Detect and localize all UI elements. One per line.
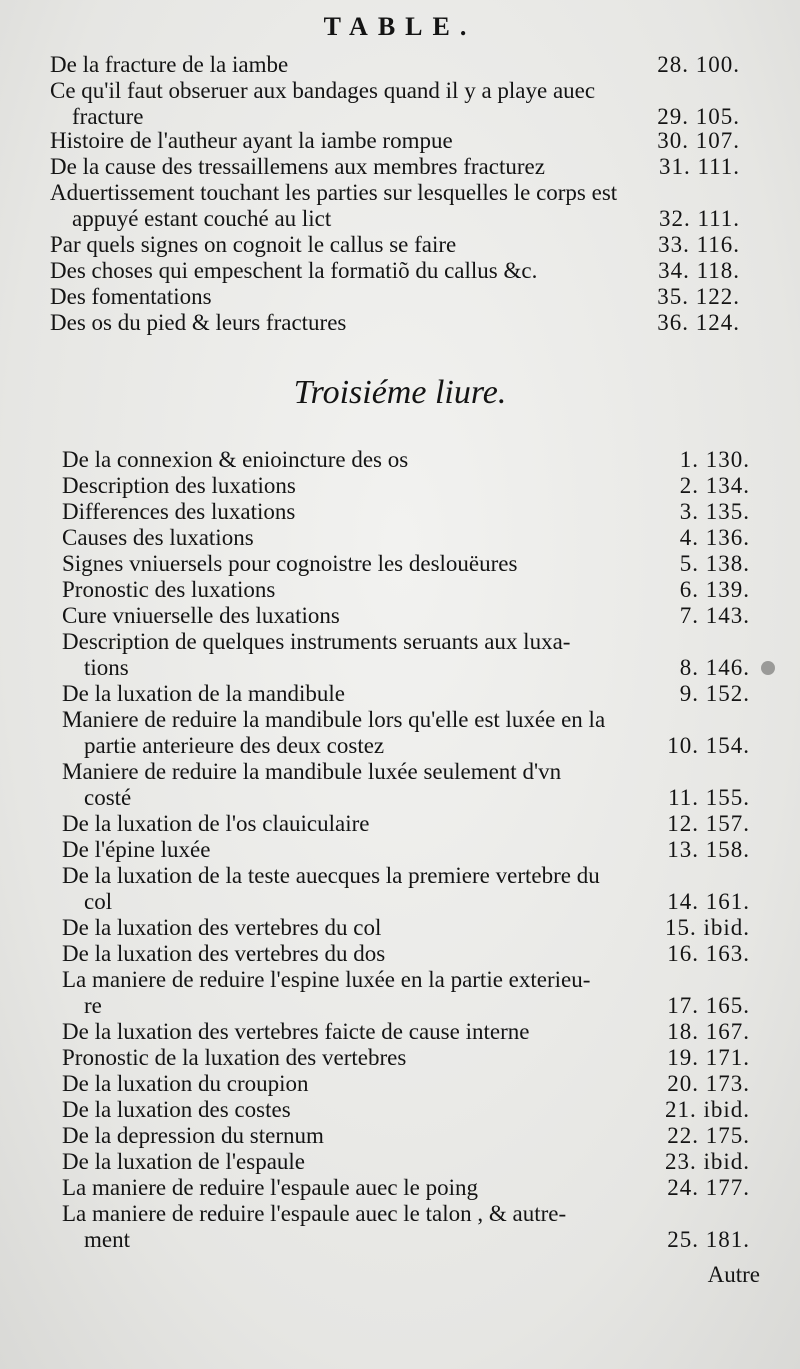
toc-entry-reference: 16. 163. (667, 941, 750, 966)
toc-entry (62, 1123, 750, 1149)
toc-entry (62, 941, 750, 967)
toc-entry-reference: 18. 167. (667, 1019, 750, 1044)
toc-entry-reference: 32. 111. (658, 206, 740, 231)
toc-entry-reference: 12. 157. (667, 811, 750, 836)
toc-entry-reference: 3. 135. (679, 499, 750, 524)
toc-entry-reference: 30. 107. (657, 128, 740, 153)
page-header: TABLE. (323, 12, 477, 41)
toc-entry-reference: 36. 124. (657, 310, 740, 335)
toc-entry-title: Signes vniuersels pour cognoistre les deslouëures (62, 551, 518, 576)
toc-entry-title: La maniere de reduire l'espaule auec le talon , & autre- (62, 1201, 567, 1226)
toc-entry-title: La maniere de reduire l'espaule auec le poing (62, 1175, 479, 1200)
toc-entry-title: De la luxation des costes (62, 1097, 291, 1122)
toc-entry-reference: 22. 175. (667, 1123, 750, 1148)
toc-entry (50, 232, 740, 258)
toc-entry (50, 284, 740, 310)
toc-entry-title: De la luxation des vertebres du col (62, 915, 382, 940)
toc-entry-reference: 35. 122. (657, 284, 740, 309)
toc-entry-title: Cure vniuerselle des luxations (62, 603, 340, 628)
toc-entry-title: Description de quelques instruments seruants aux luxa- (62, 629, 571, 654)
toc-entry (62, 551, 750, 577)
toc-entry-title: De la luxation de la teste auecques la premiere vertebre du (62, 863, 600, 888)
toc-entry-title: Differences des luxations (62, 499, 296, 524)
toc-entry-reference: 34. 118. (658, 258, 740, 283)
toc-entry-reference: 17. 165. (667, 993, 750, 1018)
toc-entry-reference: 14. 161. (667, 889, 750, 914)
toc-entry-title: De la luxation du croupion (62, 1071, 309, 1096)
toc-entry-title: De la cause des tressaillemens aux membres fracturez (50, 154, 545, 179)
toc-entry-reference: 15. ibid. (664, 915, 750, 940)
toc-entry-title: De la luxation de la mandibule (62, 681, 345, 706)
toc-entry-reference: 25. 181. (667, 1227, 750, 1252)
toc-entry-reference: 29. 105. (657, 104, 740, 129)
toc-entry (62, 837, 750, 863)
toc-entry (62, 447, 750, 473)
toc-entry-title: De la luxation des vertebres faicte de cause interne (62, 1019, 530, 1044)
toc-entry (62, 1019, 750, 1045)
toc-entry (50, 78, 740, 130)
toc-entry (50, 128, 740, 154)
toc-entry-title: Des os du pied & leurs fractures (50, 310, 347, 335)
paper-hole-mark (761, 661, 775, 675)
toc-entry (62, 629, 750, 681)
toc-entry (62, 473, 750, 499)
toc-entry-title-continued: appuyé estant couché au lict (72, 206, 332, 231)
toc-entry (62, 525, 750, 551)
toc-entry (62, 1175, 750, 1201)
toc-entry-title: De la luxation de l'espaule (62, 1149, 306, 1174)
toc-entry (62, 681, 750, 707)
toc-entry-title: Aduertissement touchant les parties sur lesquelles le corps est (50, 180, 618, 205)
toc-entry (62, 499, 750, 525)
toc-entry-title-continued: partie anterieure des deux costez (84, 733, 385, 758)
toc-entry-reference: 28. 100. (657, 52, 740, 77)
toc-entry-reference: 11. 155. (668, 785, 750, 810)
toc-entry (50, 154, 740, 180)
toc-entry-reference: 13. 158. (667, 837, 750, 862)
toc-entry-title: Ce qu'il faut obseruer aux bandages quand il y a playe auec (50, 78, 596, 103)
toc-entry (62, 811, 750, 837)
toc-entry (62, 1097, 750, 1123)
toc-entry-title-continued: costé (84, 785, 132, 810)
toc-entry (50, 52, 740, 78)
toc-entry (62, 915, 750, 941)
toc-entry (62, 759, 750, 811)
toc-entry-reference: 33. 116. (658, 232, 740, 257)
toc-entry-title: Causes des luxations (62, 525, 254, 550)
toc-entry-title: Pronostic des luxations (62, 577, 276, 602)
section-title: Troisiéme liure. (293, 374, 507, 411)
toc-entry-reference: 6. 139. (679, 577, 750, 602)
toc-entry-title: De la luxation des vertebres du dos (62, 941, 386, 966)
toc-entry (62, 1071, 750, 1097)
toc-entry-title: Histoire de l'autheur ayant la iambe rompue (50, 128, 453, 153)
toc-entry-reference: 24. 177. (667, 1175, 750, 1200)
toc-entry-reference: 4. 136. (679, 525, 750, 550)
toc-entry-title-continued: re (84, 993, 102, 1018)
toc-entry (62, 577, 750, 603)
toc-entry-reference: 1. 130. (679, 447, 750, 472)
toc-entry-title: Description des luxations (62, 473, 296, 498)
toc-entry-reference: 31. 111. (658, 154, 740, 179)
toc-entry-reference: 23. ibid. (664, 1149, 750, 1174)
toc-entry-reference: 9. 152. (679, 681, 750, 706)
toc-entry (50, 258, 740, 284)
toc-entry-reference: 5. 138. (679, 551, 750, 576)
toc-entry-title: De la luxation de l'os clauiculaire (62, 811, 370, 836)
toc-entry-title: Des fomentations (50, 284, 212, 309)
toc-entry-reference: 21. ibid. (664, 1097, 750, 1122)
toc-entry (62, 1149, 750, 1175)
toc-entry-reference: 20. 173. (667, 1071, 750, 1096)
toc-entry-reference: 19. 171. (667, 1045, 750, 1070)
toc-entry (62, 1201, 750, 1253)
toc-entry (62, 707, 750, 759)
toc-entry (62, 1045, 750, 1071)
toc-entry (50, 180, 740, 232)
toc-entry-title: Des choses qui empeschent la formatiõ du callus &c. (50, 258, 538, 283)
toc-entry (62, 863, 750, 915)
toc-entry-title: De l'épine luxée (62, 837, 211, 862)
toc-entry-title: Par quels signes on cognoit le callus se faire (50, 232, 457, 257)
toc-entry (62, 967, 750, 1019)
toc-entry-title: De la connexion & enioincture des os (62, 447, 409, 472)
toc-entry-title: De la depression du sternum (62, 1123, 324, 1148)
toc-entry-title: La maniere de reduire l'espine luxée en la partie exterieu- (62, 967, 591, 992)
toc-entry-title-continued: tions (84, 655, 129, 680)
toc-entry-title: Maniere de reduire la mandibule luxée seulement d'vn (62, 759, 562, 784)
toc-entry-title: Maniere de reduire la mandibule lors qu'elle est luxée en la (62, 707, 606, 732)
toc-entry-title: Pronostic de la luxation des vertebres (62, 1045, 407, 1070)
toc-entry-reference: 2. 134. (679, 473, 750, 498)
toc-entry-title-continued: ment (84, 1227, 130, 1252)
toc-entry-reference: 10. 154. (667, 733, 750, 758)
toc-entry (62, 603, 750, 629)
toc-entry-title-continued: col (84, 889, 113, 914)
toc-entry-reference: 8. 146. (679, 655, 750, 680)
toc-entry (50, 310, 740, 336)
toc-entry-reference: 7. 143. (679, 603, 750, 628)
toc-entry-title-continued: fracture (72, 104, 144, 129)
toc-entry-title: De la fracture de la iambe (50, 52, 289, 77)
catchword: Autre (707, 1262, 760, 1287)
